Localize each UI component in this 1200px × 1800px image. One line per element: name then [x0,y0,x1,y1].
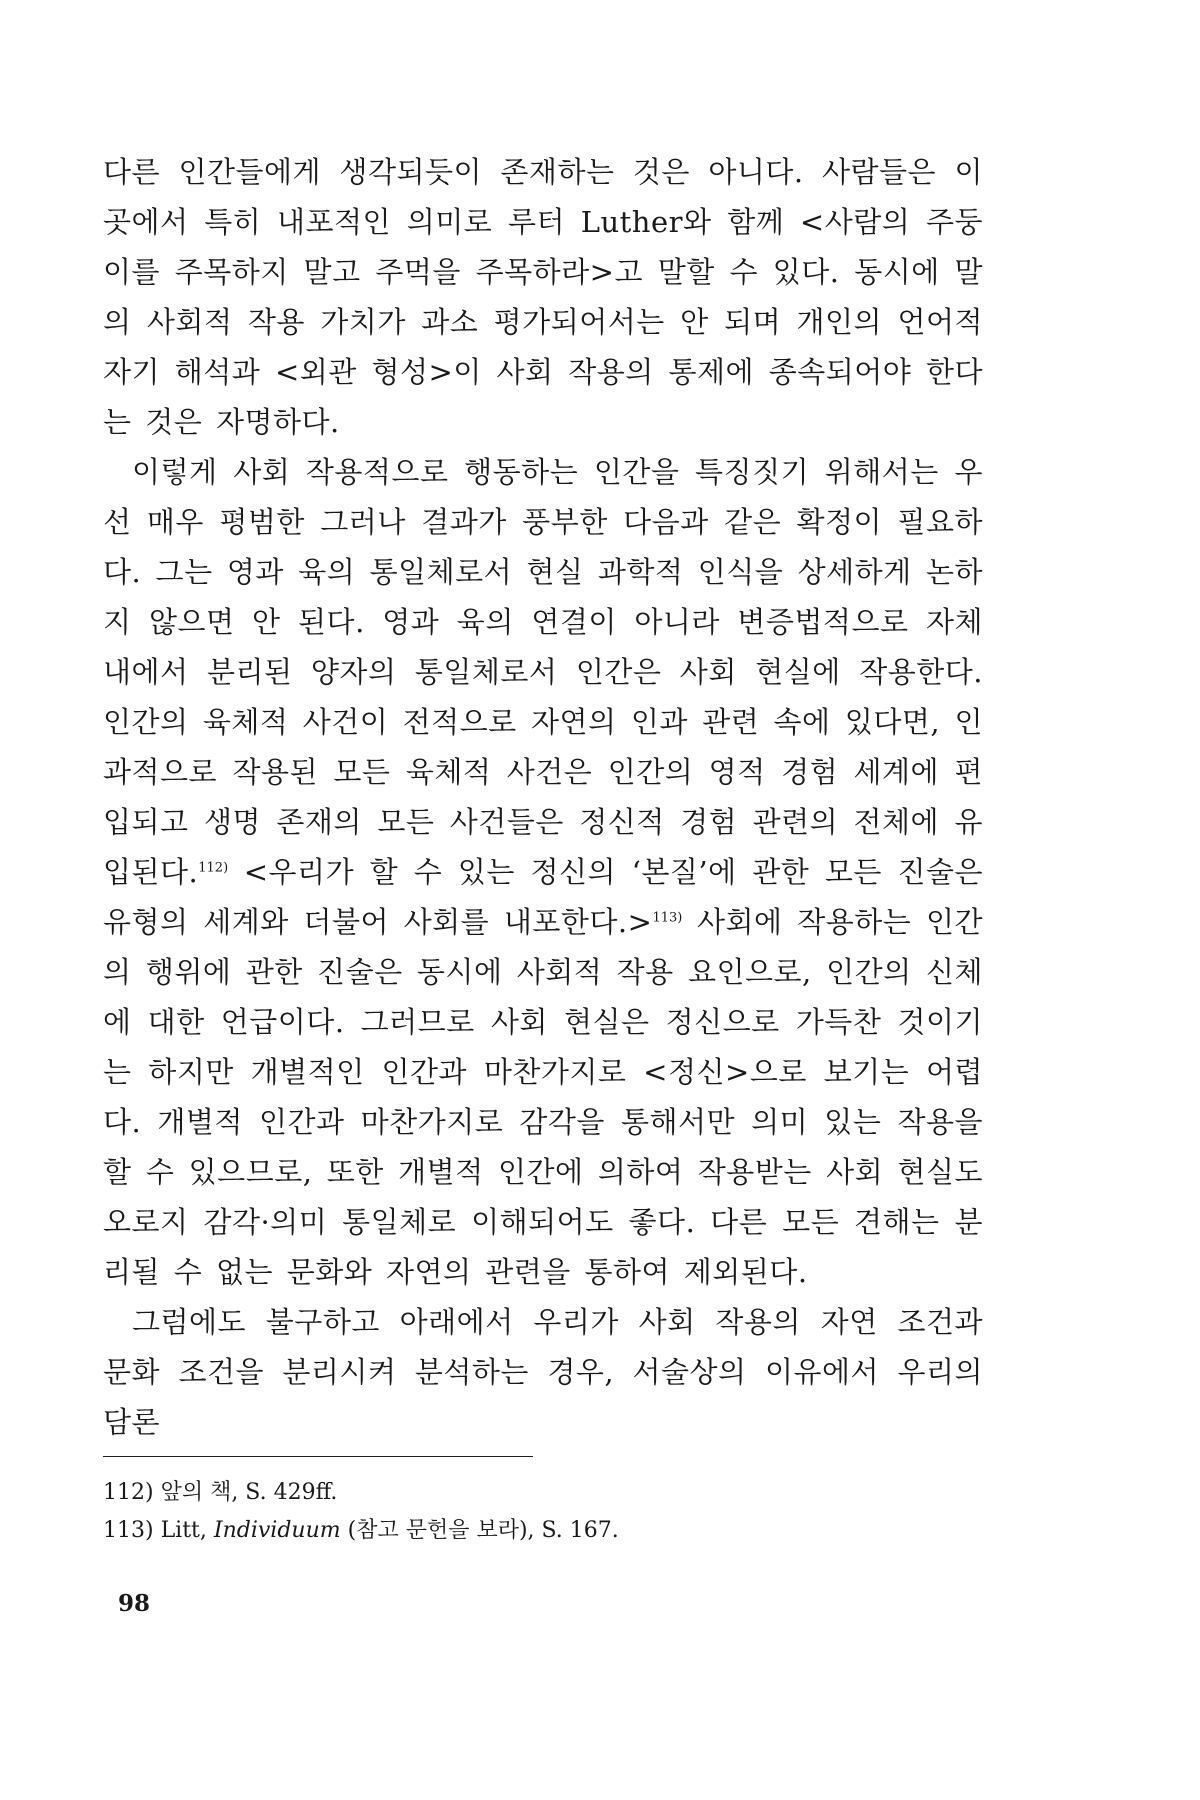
paragraph-2-part-b: <우리가 할 수 있는 정신의 ‘본질’에 관한 모든 진술은 유형의 세계와 더불어 사회를 내포한다.> [103,855,983,939]
footnote-text-author: Litt, [153,1518,214,1543]
paragraph-2 [103,447,983,1297]
footnote-text-reference: (참고 문헌을 보라), S. 167. [340,1518,619,1543]
footnote-text: 앞의 책, S. 429ff. [153,1480,338,1505]
footnotes [103,1474,983,1550]
paragraph-3: 그럼에도 불구하고 아래에서 우리가 사회 작용의 자연 조건과 문화 조건을 분리시켜 분석하는 경우, 서술상의 이유에서 우리의 담론 [103,1305,983,1439]
paragraph-2-part-c: 사회에 작용하는 인간의 행위에 관한 진술은 동시에 사회적 작용 요인으로, 인간의 신체에 대한 언급이다. 그러므로 사회 현실은 정신으로 가득찬 것이기는 하지만 개별적인 인간과 마찬가지로 <정신>으로 보기는 어렵다. 개별적 인간과 마찬가지로 감각을 통해서만 의미 있는 작용을 할 수 있으므로, 또한 개별적 인간에 의하여 작용받는 사회 현실도 오로지 감각·의미 통일체로 이해되어도 좋다. 다른 모든 견해는 분리될 수 없는 문화와 자연의 관련을 통하여 제외된다. [103,905,983,1289]
paragraph-1: 다른 인간들에게 생각되듯이 존재하는 것은 아니다. 사람들은 이 곳에서 특히 내포적인 의미로 루터 Luther와 함께 <사람의 주둥이를 주목하지 말고 주먹을 주목하라>고 말할 수 있다. 동시에 말의 사회적 작용 가치가 과소 평가되어서는 안 되며 개인의 언어적 자기 해석과 <외관 형성>이 사회 작용의 통제에 종속되어야 한다는 것은 자명하다. [103,155,983,439]
footnote-ref-112: 112) [198,860,229,876]
footnote-divider [103,1456,533,1457]
main-text [103,147,983,1447]
footnote-113 [103,1512,983,1550]
paragraph-2-part-a: 이렇게 사회 작용적으로 행동하는 인간을 특징짓기 위해서는 우선 매우 평범한 그러나 결과가 풍부한 다음과 같은 확정이 필요하다. 그는 영과 육의 통일체로서 현실 과학적 인식을 상세하게 논하지 않으면 안 된다. 영과 육의 연결이 아니라 변증법적으로 자체 내에서 분리된 양자의 통일체로서 인간은 사회 현실에 작용한다. 인간의 육체적 사건이 전적으로 자연의 인과 관련 속에 있다면, 인과적으로 작용된 모든 육체적 사건은 인간의 영적 경험 세계에 편입되고 생명 존재의 모든 사건들은 정신적 경험 관련의 전체에 유입된다. [103,455,983,889]
footnote-number: 112) [103,1480,154,1505]
page-number: 98 [118,1590,151,1617]
footnote-112 [103,1474,983,1512]
footnote-number: 113) [103,1518,154,1543]
footnote-ref-113: 113) [652,910,683,926]
footnote-text-title: Individuum [213,1518,341,1543]
